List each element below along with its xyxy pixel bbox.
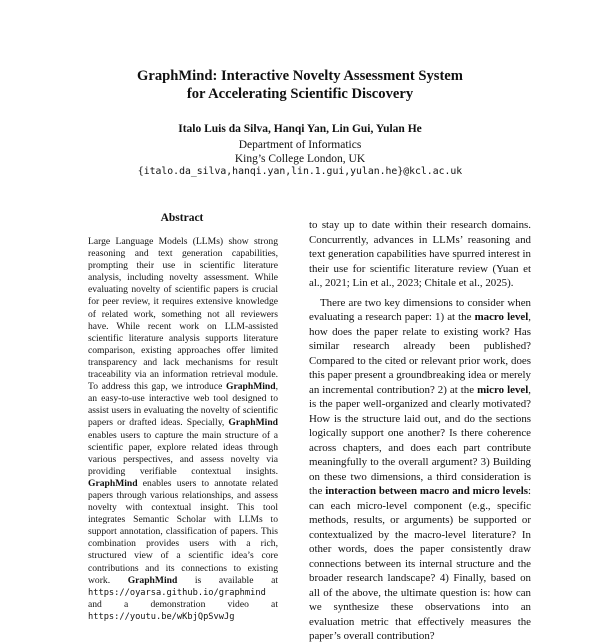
video-url-link[interactable]: https://youtu.be/wKbjQpSvwJg	[88, 611, 235, 622]
abstract-heading: Abstract	[160, 212, 204, 224]
abstract-text	[88, 236, 278, 622]
department: Department of Informatics	[238, 139, 362, 151]
body-paragraph-1: to stay up to date within their research domains. Concurrently, advances in LLMs’ reasoning and text generation capabilities have spurred interest in their use for scientific literature review (Yuan et al., 2021; Lin et al., 2023; Chitale et al., 2025).	[309, 219, 531, 289]
project-url-link[interactable]: https://oyarsa.github.io/graphmind	[88, 587, 266, 598]
graphmind-name: GraphMind	[127, 574, 178, 586]
graphmind-name: GraphMind	[226, 381, 276, 393]
paper-title-line-2: for Accelerating Scientific Discovery	[186, 86, 414, 102]
body-p2-part-c: , is the paper well-organized and clearly motivated? How is the structure laid out, and do the sections logically support one another? Is there coherence across chapters, and does each part contribute meaningfully to the overall argument? 3) Building on these two dimensions, a third consideration is the	[309, 383, 532, 497]
abstract-part-1: Large Language Models (LLMs) show strong reasoning and text generation capabilities, prompting their use in scientific literature analysis, including novelty assessment. While evaluating novelty of scientific papers is crucial for peer review, it requires extensive knowledge of related work, something not all reviewers have. While recent work on LLM-assisted scientific literature analysis supports literature comparison, existing approaches offer limited transparency and lack mechanisms for result traceability via an information retrieval module. To address this gap, we introduce	[88, 236, 278, 393]
graphmind-name: GraphMind	[228, 417, 278, 429]
abstract-part-4: enables users to annotate related papers through various relationships, and assess novelty with contextual insight. This tool integrates Semantic Scholar with LLMs to support annotation, classification of papers. This combination provides users with a rich, structured view of a scientific idea’s core contributions and its connections to existing work.	[88, 477, 278, 586]
body-text-column	[309, 218, 532, 642]
body-p2-part-b: , how does the paper relate to existing work? Has similar research already been published? Compared to the cited or relevant prior work, does this paper present a groundbreaking idea or merely an incremental contribution? 2) at the	[309, 311, 531, 396]
abstract-part-5: is available at	[177, 574, 278, 586]
macro-level-term: macro level	[474, 311, 529, 323]
micro-level-term: micro level	[477, 383, 529, 396]
abstract-part-2: , an easy-to-use interactive web tool designed to assist users in evaluating the novelty of scientific papers or drafted ideas. Specially,	[88, 381, 278, 429]
body-p2-part-a: There are two key dimensions to consider when evaluating a research paper: 1) at the	[309, 296, 531, 323]
abstract-part-6: and a demonstration video at	[88, 598, 278, 610]
author-list: Italo Luis da Silva, Hanqi Yan, Lin Gui, Yulan He	[178, 123, 422, 135]
paper-title-line-1: GraphMind: Interactive Novelty Assessment System	[137, 68, 463, 84]
interaction-term: interaction between macro and micro levels	[325, 485, 528, 497]
body-p2-part-d: : can each micro-level component (e.g., specific methods, results, or arguments) be supported or contextualized by the macro-level literature? In other words, does the paper consistently draw connections between its internal structure and the broader research landscape? 4) Finally, based on all of the above, the ultimate question is: how can we synthesize these observations into an evaluation metric that effectively measures the paper’s overall contribution?	[309, 485, 531, 642]
body-paragraph-2	[309, 296, 531, 644]
graphmind-name: GraphMind	[88, 477, 138, 489]
author-emails: {italo.da_silva,hanqi.yan,lin.1.gui,yulan.he}@kcl.ac.uk	[137, 166, 463, 177]
abstract-part-3: enables users to capture the main structure of a scientific paper, explore related ideas through various perspectives, and assess novelty via providing verifiable contextual insights.	[88, 429, 278, 477]
university: King’s College London, UK	[234, 153, 366, 165]
